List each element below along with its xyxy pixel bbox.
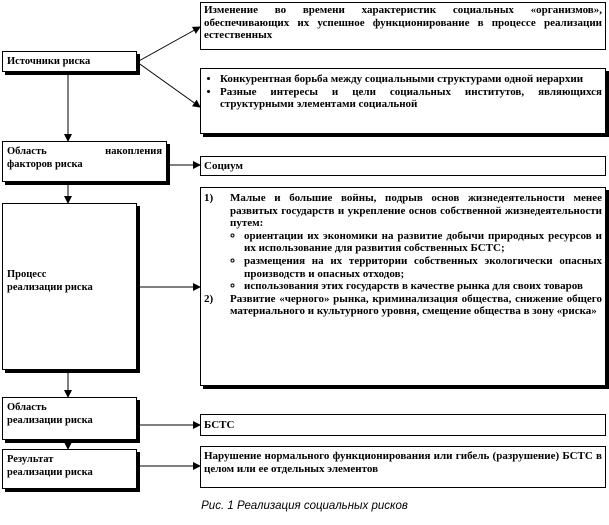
box-sources-bottom bbox=[200, 68, 606, 134]
sub-list bbox=[230, 230, 602, 293]
factors-area-label-1: Область bbox=[7, 146, 47, 157]
box-result-text bbox=[200, 446, 606, 488]
list-item: ◦ размещения на их территории собственных экологически опасных производств и опасных отходов; bbox=[244, 255, 602, 280]
arrow-sources-to-bottom bbox=[137, 62, 200, 107]
list-item: ◦ ориентации их экономики на развитие добычи природных ресурсов и их использование для развития собственных БСТС; bbox=[244, 230, 602, 255]
list-item: • Разные интересы и цели социальных институтов, являющихся структурными элементами социальной bbox=[220, 86, 602, 111]
realization-area-label-2: реализации риска bbox=[7, 415, 93, 426]
sources-bottom-list bbox=[204, 73, 602, 111]
list-item: • Конкурентная борьба между социальными структурами одной иерархии bbox=[220, 73, 602, 86]
box-factors-area bbox=[2, 141, 167, 182]
realization-text: БСТС bbox=[204, 419, 235, 431]
list-number: 1) bbox=[204, 192, 214, 204]
result-text: Нарушение нормального функционирования или гибель (разрушение) БСТС в целом или ее отдельных элементов bbox=[204, 450, 602, 475]
list-text: Развитие «черного» рынка, криминализация общества, снижение общего материального и культурного уровня, смещение общества в зону «риска» bbox=[230, 292, 602, 318]
figure-caption: Рис. 1 Реализация социальных рисков bbox=[201, 500, 408, 512]
sources-top-text: Изменение во времени характеристик социальных «организмов», обеспечивающих их успешное функционирование в процессе реализации естественных bbox=[204, 4, 602, 42]
result-label-1: Результат bbox=[7, 454, 54, 465]
box-result bbox=[2, 449, 137, 489]
process-list bbox=[204, 192, 602, 318]
list-item: ◦ использования этих государств в качестве рынка для своих товаров bbox=[244, 280, 602, 293]
factors-area-label-2: накопления bbox=[105, 146, 162, 157]
process-label-2: реализации риска bbox=[7, 282, 93, 293]
box-sources-top bbox=[200, 2, 606, 50]
factors-area-label-3: факторов риска bbox=[7, 159, 83, 170]
list-number: 2) bbox=[204, 292, 214, 305]
realization-area-label-1: Область bbox=[7, 402, 47, 413]
box-process bbox=[2, 203, 137, 370]
list-item bbox=[204, 293, 602, 318]
list-text: Малые и большие войны, подрыв основ жизнедеятельности менее развитых государств и укрепление основ собственной жизнедеятельности путем: bbox=[230, 192, 602, 230]
box-process-list bbox=[200, 187, 606, 386]
box-sources bbox=[2, 51, 137, 72]
box-factors bbox=[200, 156, 606, 176]
factors-text: Социум bbox=[204, 160, 243, 172]
box-realization bbox=[200, 414, 606, 436]
box-realization-area bbox=[2, 397, 137, 440]
list-item bbox=[204, 192, 602, 293]
result-label-2: реализации риска bbox=[7, 467, 93, 478]
process-label-1: Процесс bbox=[7, 269, 47, 280]
sources-label: Источники риска bbox=[7, 56, 91, 67]
arrow-sources-to-top bbox=[137, 27, 200, 62]
